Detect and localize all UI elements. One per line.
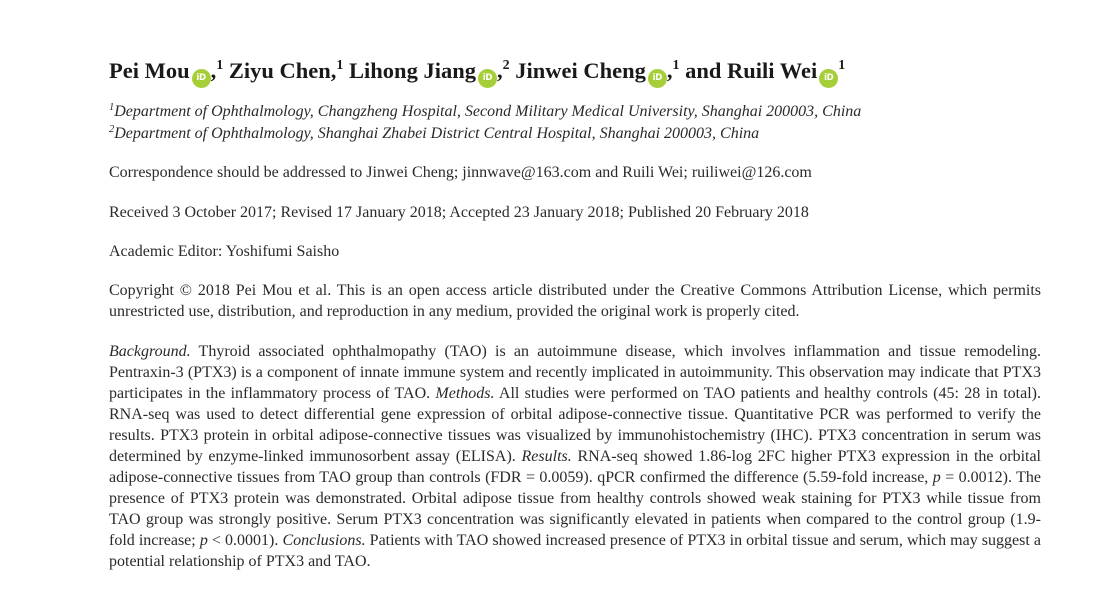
abstract-methods-label: Methods. xyxy=(435,385,495,402)
copyright-notice: Copyright © 2018 Pei Mou et al. This is an open access article distributed under the Creative Commons Attribution License, which permits unrestricted use, distribution, and reproduction in any medium, provided the original work is properly cited. xyxy=(109,282,1041,320)
abstract-conclusions-label: Conclusions. xyxy=(282,532,366,549)
publication-dates: Received 3 October 2017; Revised 17 January 2018; Accepted 23 January 2018; Published 20 February 2018 xyxy=(109,204,809,221)
orcid-icon[interactable]: iD xyxy=(819,69,838,88)
author-separator: , xyxy=(666,58,673,83)
author-name: Jinwei Cheng xyxy=(515,58,646,83)
abstract-results-text-2: = 0.0012). The presence of PTX3 protein was demonstrated. Orbital adipose tissue from healthy controls showed weak staining for PTX3 while tissue from TAO group was strongly positive. Serum PTX3 concentration was significantly elevated in patients when compared to the control group (1.9-fold increase; xyxy=(109,469,1042,549)
affiliation-marker: 1 xyxy=(672,58,680,73)
author-separator: , xyxy=(210,58,217,83)
p-value-symbol: p xyxy=(932,469,941,486)
author-conjunction: and xyxy=(685,58,722,83)
affiliation-number: 2 xyxy=(109,124,115,135)
orcid-icon[interactable]: iD xyxy=(648,69,667,88)
correspondence: Correspondence should be addressed to Jinwei Cheng; jinnwave@163.com and Ruili Wei; ruiliwei@126.com xyxy=(109,164,812,181)
abstract-conclusions-text: Patients with TAO showed increased presence of PTX3 in orbital tissue and serum, which may suggest a potential relationship of PTX3 and TAO. xyxy=(109,532,1041,570)
affiliation-marker: 2 xyxy=(502,58,510,73)
article-front-matter xyxy=(109,54,1041,572)
author-name: Ruili Wei xyxy=(727,58,818,83)
abstract-background-text: Thyroid associated ophthalmopathy (TAO) is an autoimmune disease, which involves inflammation and tissue remodeling. Pentraxin-3 (PTX3) is a component of innate immune system and recently implicated in autoimmunity. This observation may indicate that PTX3 participates in the inflammatory process of TAO. xyxy=(109,343,1041,402)
affiliation-text: Department of Ophthalmology, Shanghai Zhabei District Central Hospital, Shanghai 200003, China xyxy=(114,125,760,142)
orcid-icon[interactable]: iD xyxy=(478,69,497,88)
affiliation-number: 1 xyxy=(109,102,115,113)
author-lihong-jiang xyxy=(349,58,510,83)
affiliation-1 xyxy=(109,101,1041,123)
author-list xyxy=(109,54,1041,88)
p-value-symbol: p xyxy=(199,532,208,549)
abstract xyxy=(109,341,1041,572)
affiliation-marker: 1 xyxy=(336,58,344,73)
abstract-results-text-3: < 0.0001). xyxy=(207,532,283,549)
abstract-results-label: Results. xyxy=(521,448,572,465)
abstract-results-text-1: RNA-seq showed 1.86-log 2FC higher PTX3 expression in the orbital adipose-connective tissues from TAO group than controls (FDR = 0.0059). qPCR confirmed the difference (5.59-fold increase, xyxy=(109,448,1042,486)
author-name: Pei Mou xyxy=(109,58,190,83)
affiliation-marker: 1 xyxy=(216,58,224,73)
author-ziyu-chen xyxy=(229,58,344,83)
author-name: Lihong Jiang xyxy=(349,58,476,83)
affiliation-marker: 1 xyxy=(838,58,846,73)
abstract-background-label: Background. xyxy=(109,343,191,360)
author-separator: , xyxy=(496,58,503,83)
orcid-icon[interactable]: iD xyxy=(192,69,211,88)
affiliation-text: Department of Ophthalmology, Changzheng Hospital, Second Military Medical University, Shanghai 200003, China xyxy=(114,103,862,120)
author-separator: , xyxy=(330,58,337,83)
author-name: Ziyu Chen xyxy=(228,58,331,83)
academic-editor: Academic Editor: Yoshifumi Saisho xyxy=(109,243,340,260)
abstract-methods-text: All studies were performed on TAO patients and healthy controls (45: 28 in total). RNA-seq was used to detect differential gene expression of orbital adipose-connective tissue. Quantitative PCR was performed to verify the results. PTX3 protein in orbital adipose-connective tissues was visualized by immunohistochemistry (IHC). PTX3 concentration in serum was determined by enzyme-linked immunosorbent assay (ELISA). xyxy=(109,385,1041,465)
affiliation-list xyxy=(109,101,1041,145)
author-jinwei-cheng xyxy=(515,58,679,83)
author-pei-mou xyxy=(109,58,223,83)
affiliation-2 xyxy=(109,123,1041,145)
author-ruili-wei xyxy=(727,58,845,83)
